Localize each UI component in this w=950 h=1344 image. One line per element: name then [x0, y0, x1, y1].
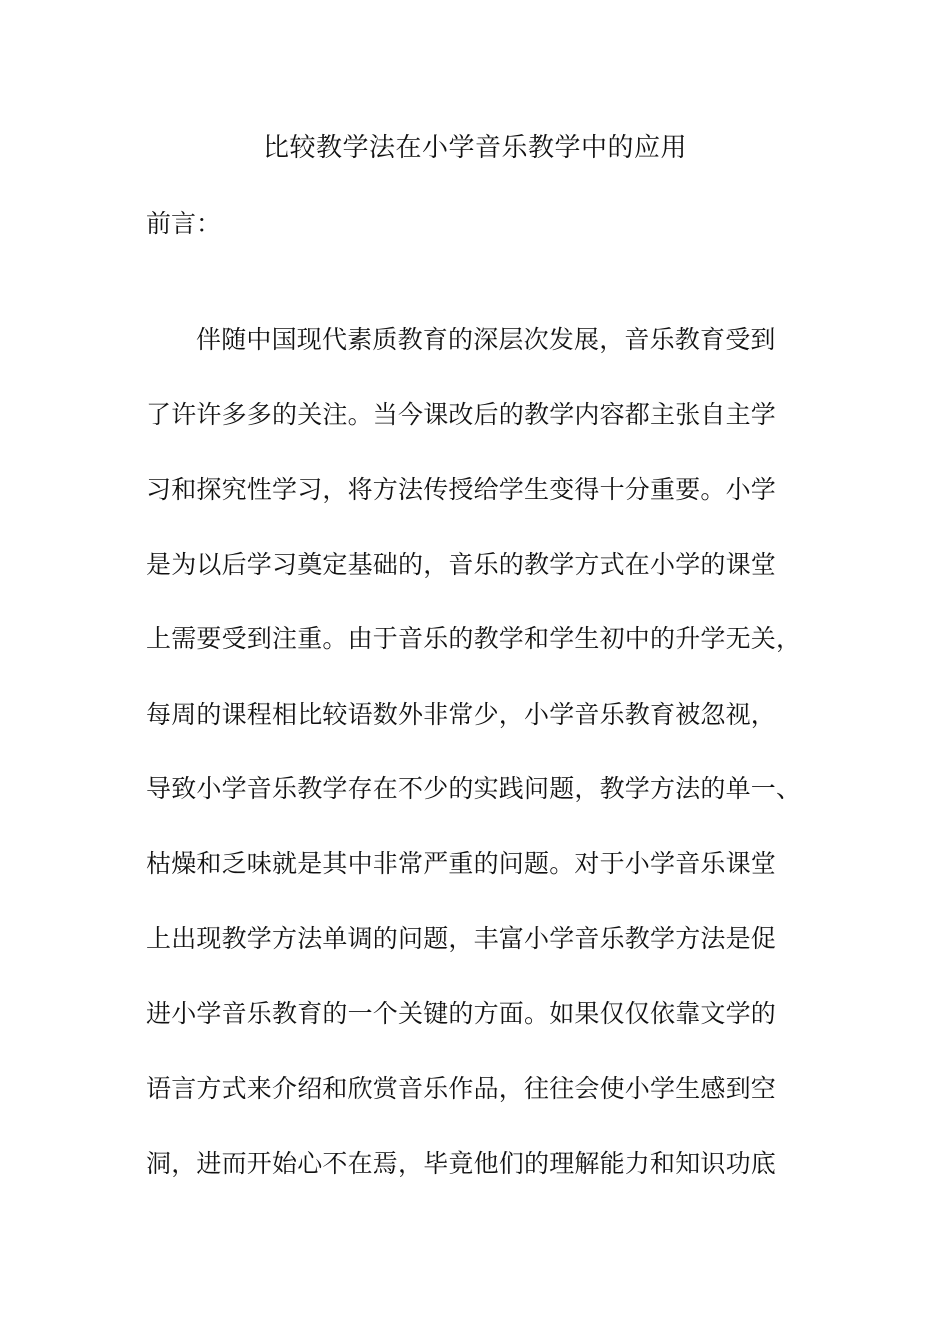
paragraph-line: 洞，进而开始心不在焉，毕竟他们的理解能力和知识功底: [146, 1149, 777, 1178]
paragraph-line: 习和探究性学习，将方法传授给学生变得十分重要。小学: [146, 475, 777, 504]
page-title: 比较教学法在小学音乐教学中的应用: [262, 133, 687, 163]
preface-heading: 前言：: [146, 209, 222, 238]
paragraph-line: 枯燥和乏味就是其中非常严重的问题。对于小学音乐课堂: [146, 849, 777, 878]
paragraph-line: 上出现教学方法单调的问题，丰富小学音乐教学方法是促: [146, 924, 777, 953]
paragraph-line: 进小学音乐教育的一个关键的方面。如果仅仅依靠文学的: [146, 999, 777, 1028]
paragraph-line: 每周的课程相比较语数外非常少，小学音乐教育被忽视，: [146, 700, 777, 729]
paragraph-line: 导致小学音乐教学存在不少的实践问题，教学方法的单一、: [146, 774, 802, 803]
paragraph-line: 语言方式来介绍和欣赏音乐作品，往往会使小学生感到空: [146, 1074, 777, 1103]
paragraph-line: 是为以后学习奠定基础的，音乐的教学方式在小学的课堂: [146, 550, 777, 579]
paragraph-line: 上需要受到注重。由于音乐的教学和学生初中的升学无关，: [146, 624, 802, 653]
paragraph-line: 了许许多多的关注。当今课改后的教学内容都主张自主学: [146, 400, 777, 429]
paragraph-line: 伴随中国现代素质教育的深层次发展，音乐教育受到: [196, 325, 776, 354]
